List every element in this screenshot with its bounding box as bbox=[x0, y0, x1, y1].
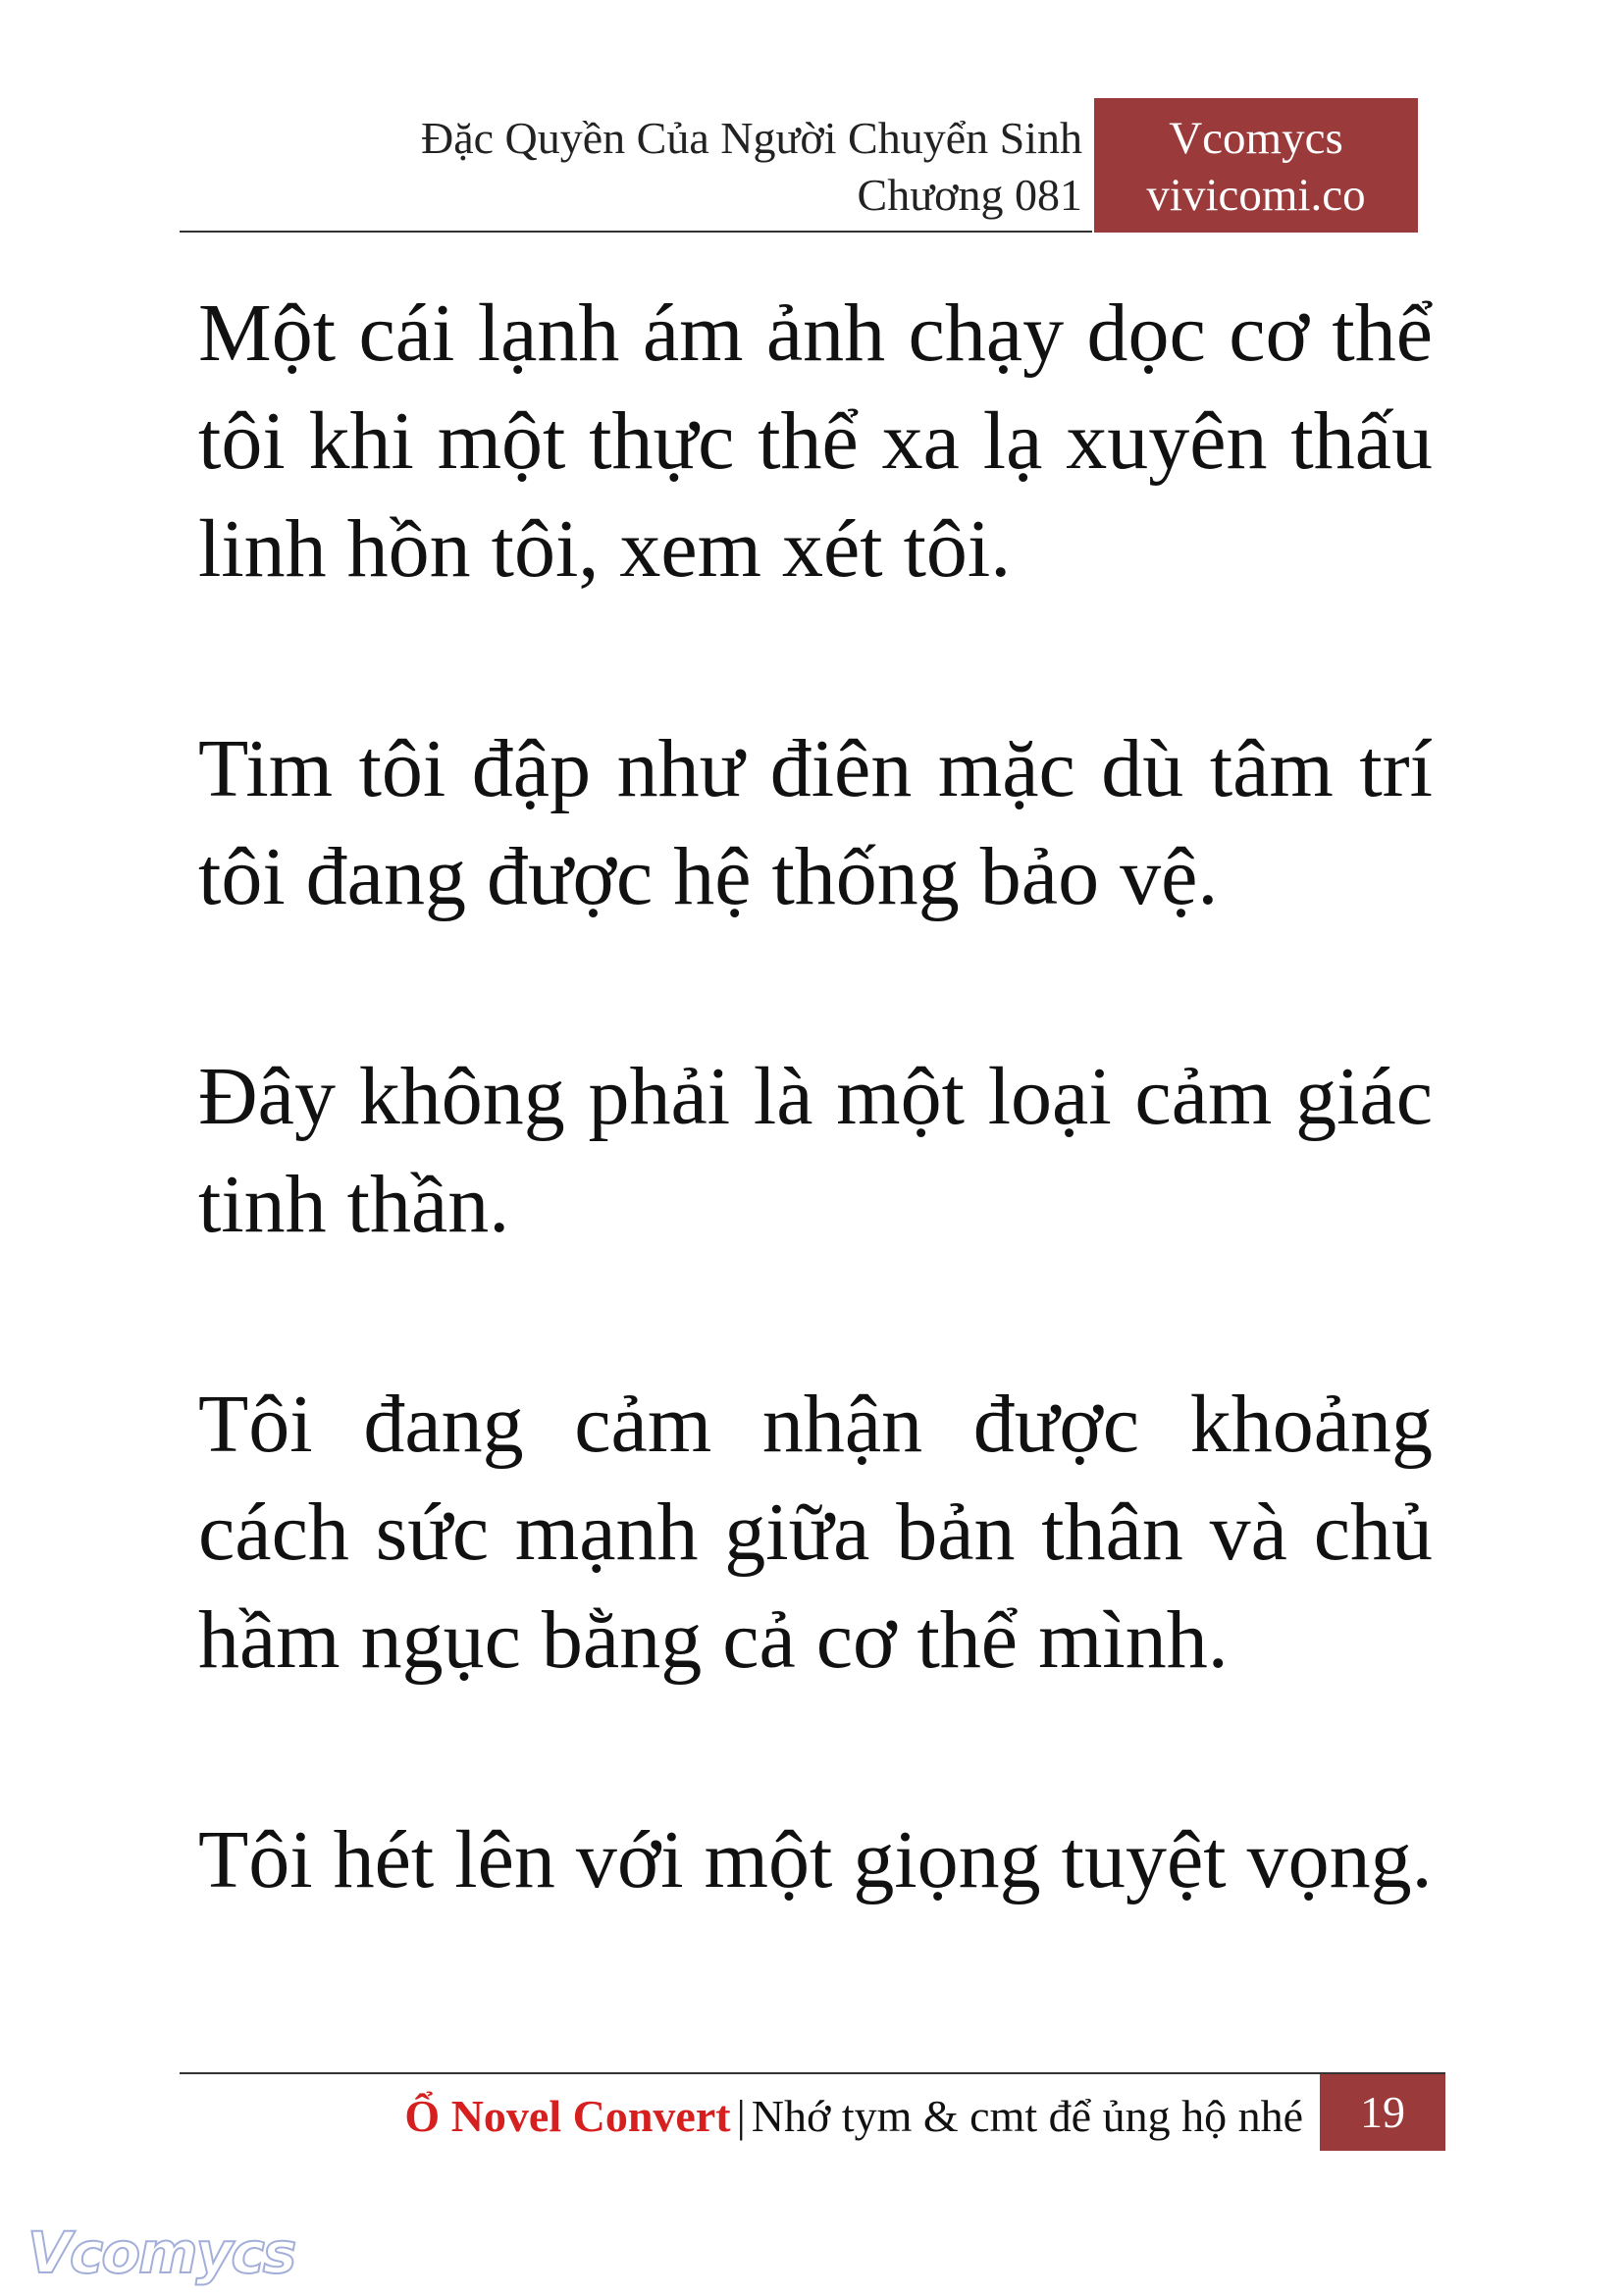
paragraph: Tôi hét lên với một giọng tuyệt vọng. bbox=[198, 1814, 1433, 1905]
chapter-label: Chương 081 bbox=[857, 170, 1082, 220]
book-title: Đặc Quyền Của Người Chuyển Sinh bbox=[420, 113, 1082, 163]
page-footer bbox=[404, 2088, 1303, 2145]
paragraph: Tim tôi đập như điên mặc dù tâm trí tôi đang được hệ thống bảo vệ. bbox=[198, 723, 1433, 922]
footer-separator: | bbox=[736, 2091, 746, 2141]
footer-brand: Ổ Novel Convert bbox=[404, 2091, 731, 2141]
header-divider bbox=[180, 231, 1092, 233]
paragraph: Đây không phải là một loại cảm giác tinh thần. bbox=[198, 1051, 1433, 1250]
site-badge bbox=[1094, 98, 1418, 233]
footer-divider bbox=[180, 2072, 1445, 2074]
vcomycs-watermark-logo: Vcomycs bbox=[27, 2219, 295, 2286]
paragraph: Tôi đang cảm nhận được khoảng cách sức mạnh giữa bản thân và chủ hầm ngục bằng cả cơ thể mình. bbox=[198, 1379, 1433, 1686]
site-badge-name: Vcomycs bbox=[1169, 113, 1343, 164]
site-badge-url: vivicomi.co bbox=[1146, 170, 1366, 221]
footer-message: Nhớ tym & cmt để ủng hộ nhé bbox=[751, 2091, 1303, 2141]
page-header bbox=[421, 110, 1082, 224]
chapter-content bbox=[198, 280, 1433, 2026]
page-number: 19 bbox=[1320, 2074, 1445, 2151]
paragraph: Một cái lạnh ám ảnh chạy dọc cơ thể tôi khi một thực thể xa lạ xuyên thấu linh hồn tôi, xem xét tôi. bbox=[198, 287, 1433, 595]
